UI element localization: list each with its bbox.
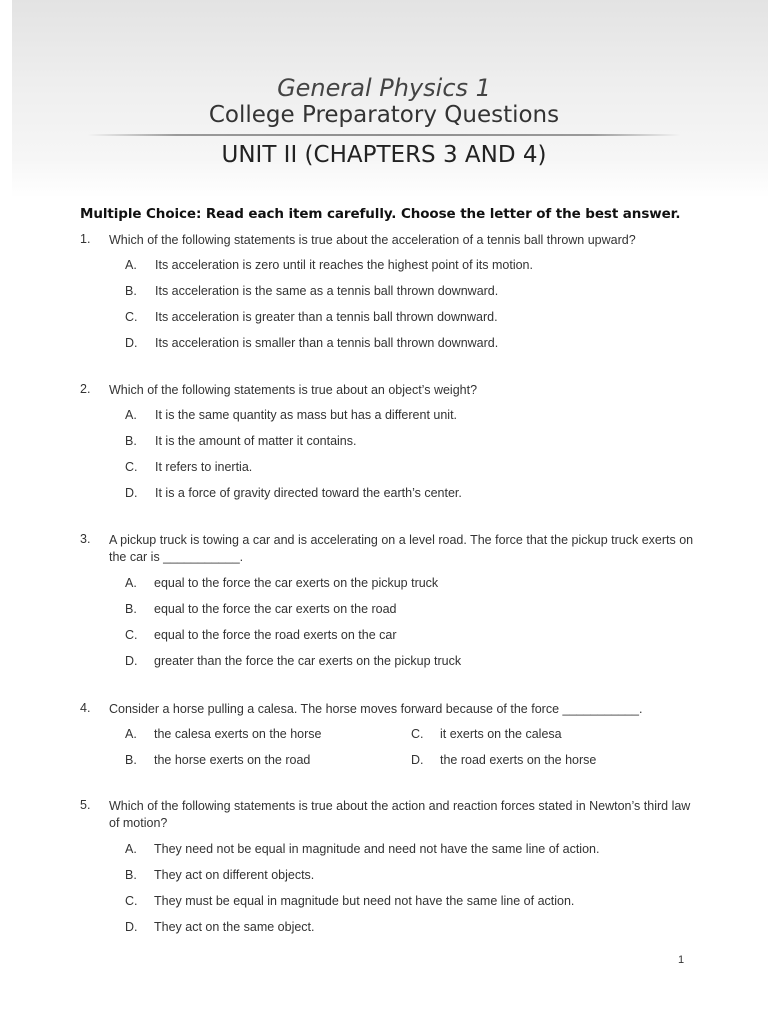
instructions: Multiple Choice: Read each item carefully. Choose the letter of the best answer. bbox=[80, 206, 681, 222]
option-text: the road exerts on the horse bbox=[440, 753, 597, 767]
option-text: equal to the force the car exerts on the road bbox=[154, 602, 397, 616]
question-number: 3. bbox=[80, 532, 91, 546]
option-letter: D. bbox=[125, 920, 138, 934]
option-text: They act on the same object. bbox=[154, 920, 315, 934]
option-text: Its acceleration is the same as a tennis ball thrown downward. bbox=[155, 284, 499, 298]
option-text: Its acceleration is greater than a tennis ball thrown downward. bbox=[155, 310, 498, 324]
option-text: They need not be equal in magnitude and need not have the same line of action. bbox=[154, 842, 600, 856]
header-divider bbox=[88, 134, 680, 136]
option-text: Its acceleration is zero until it reaches the highest point of its motion. bbox=[155, 258, 533, 272]
question-number: 5. bbox=[80, 798, 91, 812]
option-letter: B. bbox=[125, 284, 137, 298]
option-text: it exerts on the calesa bbox=[440, 727, 562, 741]
option-text: the horse exerts on the road bbox=[154, 753, 311, 767]
option-letter: C. bbox=[125, 894, 138, 908]
document-title: General Physics 1 bbox=[277, 74, 491, 102]
page-number: 1 bbox=[678, 954, 685, 966]
option-text: It is the amount of matter it contains. bbox=[155, 434, 357, 448]
option-letter: D. bbox=[125, 486, 138, 500]
option-text: It is the same quantity as mass but has a different unit. bbox=[155, 408, 458, 422]
option-text: the calesa exerts on the horse bbox=[154, 727, 322, 741]
option-letter: B. bbox=[125, 753, 137, 767]
question-text: Consider a horse pulling a calesa. The horse moves forward because of the force ___________. bbox=[109, 702, 643, 716]
option-letter: A. bbox=[125, 576, 137, 590]
unit-title: UNIT II (CHAPTERS 3 AND 4) bbox=[221, 142, 547, 168]
option-letter: B. bbox=[125, 602, 137, 616]
question-number: 4. bbox=[80, 701, 91, 715]
option-letter: B. bbox=[125, 868, 137, 882]
option-letter: D. bbox=[411, 753, 424, 767]
document-subtitle: College Preparatory Questions bbox=[208, 102, 560, 128]
question-number: 2. bbox=[80, 382, 91, 396]
option-text: greater than the force the car exerts on the pickup truck bbox=[154, 654, 462, 668]
option-text: They act on different objects. bbox=[154, 868, 315, 882]
option-text: equal to the force the car exerts on the pickup truck bbox=[154, 576, 439, 590]
option-letter: C. bbox=[125, 628, 138, 642]
option-letter: A. bbox=[125, 727, 137, 741]
option-text: It refers to inertia. bbox=[155, 460, 253, 474]
question-text: Which of the following statements is true about the acceleration of a tennis ball thrown upward? bbox=[109, 233, 636, 247]
option-letter: A. bbox=[125, 842, 137, 856]
option-text: Its acceleration is smaller than a tennis ball thrown downward. bbox=[155, 336, 499, 350]
option-letter: A. bbox=[125, 408, 137, 422]
option-letter: C. bbox=[411, 727, 424, 741]
option-letter: C. bbox=[125, 310, 138, 324]
question-text: A pickup truck is towing a car and is accelerating on a level road. The force that the pickup truck exerts on the car is ___________. bbox=[109, 533, 694, 564]
option-text: They must be equal in magnitude but need not have the same line of action. bbox=[154, 894, 575, 908]
option-letter: D. bbox=[125, 336, 138, 350]
option-text: equal to the force the road exerts on the car bbox=[154, 628, 397, 642]
option-letter: C. bbox=[125, 460, 138, 474]
question-text: Which of the following statements is true about an object’s weight? bbox=[109, 383, 478, 397]
option-letter: A. bbox=[125, 258, 137, 272]
question-text: Which of the following statements is true about the action and reaction forces stated in Newton’s third law of motion? bbox=[109, 799, 691, 830]
option-letter: B. bbox=[125, 434, 137, 448]
option-letter: D. bbox=[125, 654, 138, 668]
question-number: 1. bbox=[80, 232, 91, 246]
option-text: It is a force of gravity directed toward the earth’s center. bbox=[155, 486, 462, 500]
